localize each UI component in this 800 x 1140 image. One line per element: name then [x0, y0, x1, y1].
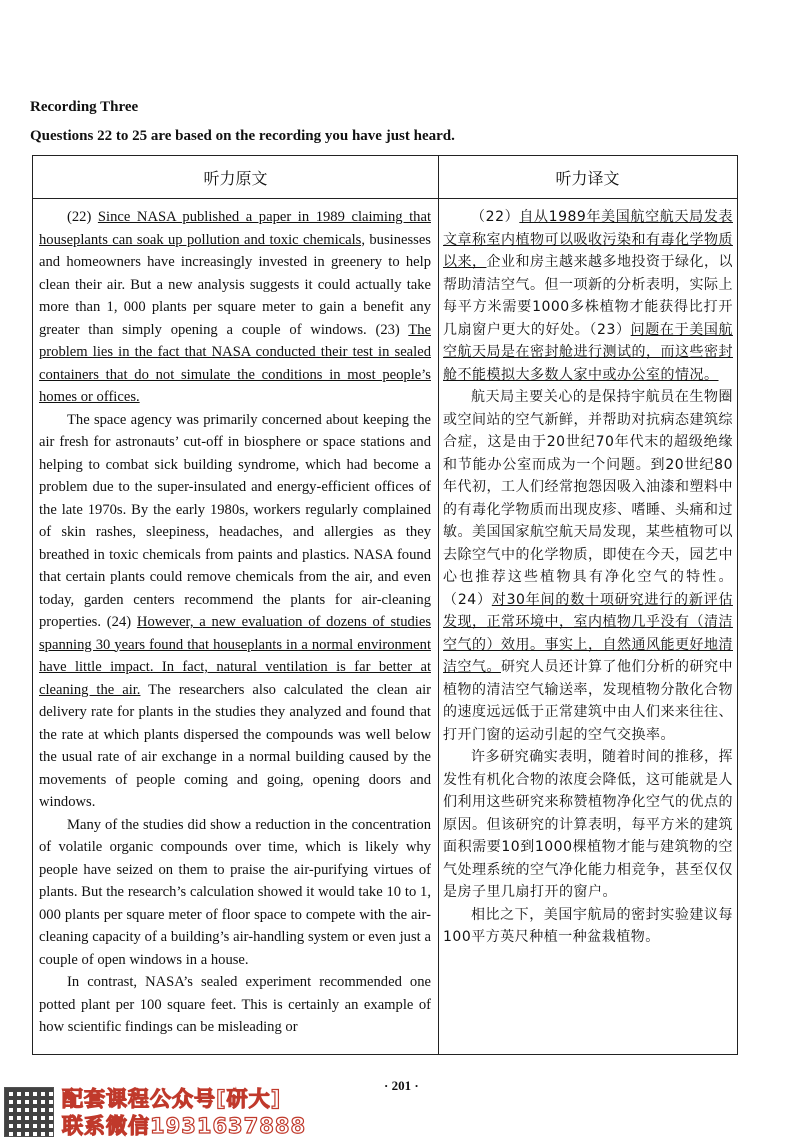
watermark-line-2: 联系微信1931637888 [62, 1114, 307, 1138]
underlined-translation-24: 对30年间的数十项研究进行的新评估发现，正常环境中，室内植物几乎没有（清洁空气的）效用。事实上，自然通风能更好地清洁空气。 [443, 591, 733, 675]
underlined-answer-22: Since NASA published a paper in 1989 claiming that houseplants can soak up pollution and toxic chemicals, [39, 209, 431, 248]
english-paragraph-4: In contrast, NASA’s sealed experiment recommended one potted plant per 100 square feet. This is certainly an example of how scientific findings can be misleading or [39, 974, 431, 1035]
translation-header: 听力译文 [555, 168, 620, 188]
qr-code-icon [4, 1087, 54, 1137]
watermark-line-1: 配套课程公众号[研大] [62, 1087, 282, 1111]
section-heading: Recording Three [30, 99, 139, 115]
chinese-paragraph-1: （22）自从1989年美国航空航天局发表文章称室内植物可以吸收污染和有毒化学物质以来，企业和房主越来越多地投资于绿化，以帮助清洁空气。但一项新的分析表明，实际上每平方米需要1000多株植物才能获得比打开几扇窗户更大的好处。（23）问题在于美国航空航天局是在密封舱进行测试的，而这些密封舱不能模拟大多数人家中或办公室的情况。 [443, 209, 733, 383]
questions-instruction: Questions 22 to 25 are based on the recording you have just heard. [30, 128, 455, 144]
underlined-translation-22: 自从1989年美国航空航天局发表文章称室内植物可以吸收污染和有毒化学物质以来， [443, 209, 733, 270]
original-text-header: 听力原文 [203, 168, 268, 188]
transcript-table [32, 155, 738, 1055]
header-divider [33, 198, 737, 199]
watermark-banner [0, 1083, 330, 1139]
english-transcript [39, 206, 431, 1039]
underlined-translation-23: 问题在于美国航空航天局是在密封舱进行测试的，而这些密封舱不能模拟大多数人家中或办公室的情况。 [443, 321, 733, 383]
english-paragraph-3: Many of the studies did show a reduction in the concentration of volatile organic compounds over time, which is likely why people have seized on them to praise the air-purifying virtues of plants. But the research’s calculation showed it would take 10 to 1, 000 plants per square meter of floor space to compete with the air-cleaning capacity of a building’s air-handling system or even just a couple of open windows in a house. [39, 816, 431, 968]
chinese-paragraph-4: 相比之下，美国宇航局的密封实验建议每100平方英尺种植一种盆栽植物。 [443, 906, 733, 945]
column-divider [438, 156, 439, 1054]
chinese-paragraph-3: 许多研究确实表明，随着时间的推移，挥发性有机化合物的浓度会降低，这可能就是人们利用这些研究来称赞植物净化空气的优点的原因。但该研究的计算表明，每平方米的建筑面积需要10到1000棵植物才能与建筑物的空气处理系统的空气净化能力相竞争，甚至仅仅是房子里几扇打开的窗户。 [443, 749, 733, 900]
english-paragraph-1: (22) Since NASA published a paper in 1989 claiming that houseplants can soak up pollution and toxic chemicals, businesses and homeowners have increasingly invested in greenery to help clean their air. But a new analysis suggests it could actually take more than 1, 000 plants per square meter to gain a benefit any greater than simply opening a couple of windows. (23) The problem lies in the fact that NASA conducted their test in sealed containers that do not simulate the conditions in most people’s homes or offices. [39, 209, 431, 405]
underlined-answer-23: The problem lies in the fact that NASA conducted their test in sealed containers that do not simulate the conditions in most people’s homes or offices. [39, 321, 431, 405]
chinese-translation [443, 206, 733, 949]
page-number: · 201 · [384, 1078, 419, 1093]
underlined-answer-24: However, a new evaluation of dozens of studies spanning 30 years found that houseplants in a normal environment have little impact. In fact, natural ventilation is far better at cleaning the air. [39, 614, 431, 698]
english-paragraph-2: The space agency was primarily concerned about keeping the air fresh for astronauts’ cut-off in biosphere or space stations and helping to combat sick building syndrome, which had become a problem due to the super-insulated and energy-efficient offices of the late 1970s. By the early 1980s, workers regularly complained of skin rashes, sleepiness, headaches, and allergies as they breathed in toxic chemicals from paints and plastics. NASA found that certain plants could remove chemicals from the air, and even today, garden centers recommend the plants for air-cleaning properties. (24) However, a new evaluation of dozens of studies spanning 30 years found that houseplants in a normal environment have little impact. In fact, natural ventilation is far better at cleaning the air. The researchers also calculated the clean air delivery rate for plants in the studies they analyzed and found that the rate at which plants dispersed the compounds was well below the usual rate of air exchange in a normal building caused by the movements of people coming and going, opening doors and windows. [39, 411, 431, 810]
chinese-paragraph-2: 航天局主要关心的是保持宇航员在生物圈或空间站的空气新鲜，并帮助对抗病态建筑综合症，这是由于20世纪70年代末的超级绝缘和节能办公室而成为一个问题。到20世纪80年代初，工人们经常抱怨因吸入油漆和塑料中的有毒化学物质而出现皮疹、嗜睡、头痛和过敏。美国国家航空航天局发现，某些植物可以去除空气中的化学物质，即使在今天，园艺中心也推荐这些植物具有净化空气的特性。（24）对30年间的数十项研究进行的新评估发现，正常环境中，室内植物几乎没有（清洁空气的）效用。事实上，自然通风能更好地清洁空气。研究人员还计算了他们分析的研究中植物的清洁空气输送率，发现植物分散化合物的速度远远低于正常建筑中由人们来来往往、打开门窗的运动引起的空气交换率。 [443, 389, 733, 743]
